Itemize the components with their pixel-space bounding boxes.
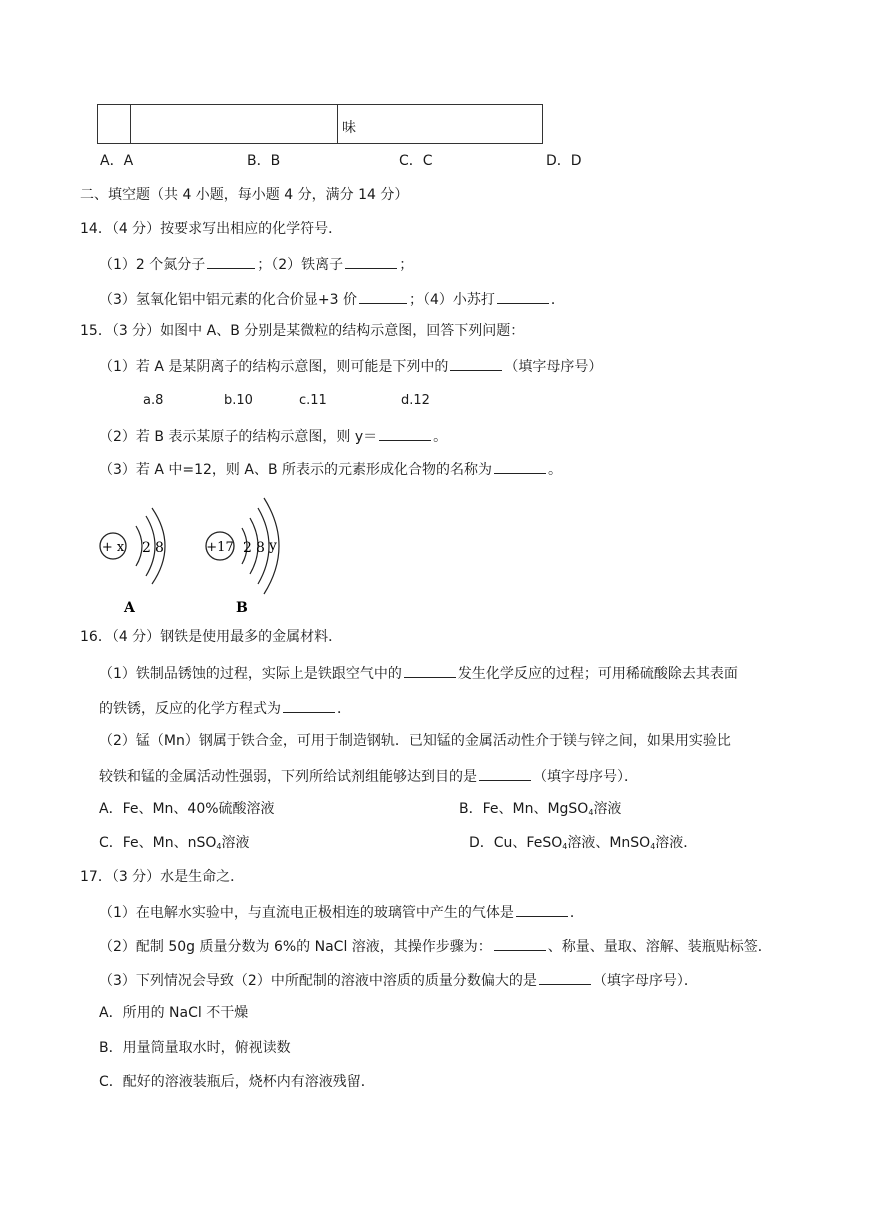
atom-a-diagram [100, 508, 165, 616]
q17-option-c: C．配好的溶液装瓶后，烧杯内有溶液残留． [99, 1074, 375, 1090]
q16-part1-line1: （1）铁制品锈蚀的过程，实际上是铁跟空气中的 发生化学反应的过程；可用稀硫酸除去其表面 [99, 663, 738, 683]
answer-blank[interactable] [404, 663, 456, 678]
q16-option-d: D．Cu、FeSO$_4$溶液、MnSO$_4$溶液． [469, 835, 698, 851]
atom-b-diagram [206, 498, 279, 616]
atom-b-label: B [236, 600, 248, 616]
option-c: C．C [399, 153, 433, 169]
answer-blank[interactable] [479, 766, 531, 781]
q16-option-c: C．Fe、Mn、nSO$_4$溶液 [99, 835, 250, 851]
answer-blank[interactable] [450, 356, 502, 371]
q14-stem: 14．（4 分）按要求写出相应的化学符号． [80, 221, 343, 237]
section-title: 二、填空题（共 4 小题，每小题 4 分，满分 14 分） [80, 187, 409, 203]
q17-option-b: B．用量筒量取水时，俯视读数 [99, 1040, 291, 1056]
q15-part3: （3）若 A 中=12，则 A、B 所表示的元素形成化合物的名称为 。 [99, 459, 562, 479]
choice-b: b.10 [224, 393, 253, 408]
atom-b-shell-2: 8 [256, 540, 265, 556]
answer-blank[interactable] [283, 698, 335, 713]
option-b: B．B [247, 153, 281, 169]
answer-blank[interactable] [379, 426, 431, 441]
table-cell [98, 105, 131, 144]
atom-b-shell-3: y [269, 538, 277, 554]
q15-part1: （1）若 A 是某阴离子的结构示意图，则可能是下列中的 （填字母序号） [99, 356, 602, 376]
choice-c: c.11 [299, 393, 327, 408]
q14-line2: （3）氢氧化铝中铝元素的化合价显+3 价 ；（4）小苏打 ． [99, 289, 565, 309]
atom-a-shell-1: 2 [142, 540, 151, 556]
answer-blank[interactable] [494, 459, 546, 474]
q17-part2: （2）配制 50g 质量分数为 6%的 NaCl 溶液，其操作步骤为： 、称量、量取、溶解、装瓶贴标签． [99, 936, 772, 956]
q15-part2: （2）若 B 表示某原子的结构示意图，则 y＝ 。 [99, 426, 447, 446]
atom-a-label: A [124, 600, 135, 616]
answer-blank[interactable] [516, 902, 568, 917]
q16-part1-line2: 的铁锈，反应的化学方程式为 ． [99, 698, 351, 718]
answer-table-fragment [97, 104, 543, 144]
q17-part3: （3）下列情况会导致（2）中所配制的溶液中溶质的质量分数偏大的是 （填字母序号）． [99, 970, 698, 990]
answer-blank[interactable] [494, 936, 546, 951]
q16-part2-line1: （2）锰（Mn）钢属于铁合金，可用于制造钢轨．已知锰的金属活动性介于镁与锌之间，如果用实验比 [99, 733, 731, 749]
atom-b-nucleus-charge: +17 [206, 540, 234, 555]
table-cell: 味 [338, 105, 543, 144]
q17-option-a: A．所用的 NaCl 不干燥 [99, 1005, 249, 1021]
q14-line1: （1）2 个氮分子 ；（2）铁离子 ； [99, 254, 413, 274]
answer-blank[interactable] [359, 289, 407, 304]
answer-blank[interactable] [207, 254, 255, 269]
q16-option-a: A．Fe、Mn、40%硫酸溶液 [99, 801, 275, 817]
q17-part1: （1）在电解水实验中，与直流电正极相连的玻璃管中产生的气体是 ． [99, 902, 584, 922]
q16-option-b: B．Fe、Mn、MgSO$_4$溶液 [459, 801, 622, 817]
q15-stem: 15．（3 分）如图中 A、B 分别是某微粒的结构示意图，回答下列问题： [80, 323, 525, 339]
q16-stem: 16．（4 分）钢铁是使用最多的金属材料． [80, 629, 343, 645]
atom-structure-diagram [92, 490, 312, 620]
choice-d: d.12 [401, 393, 430, 408]
atom-a-shell-2: 8 [155, 540, 164, 556]
atom-a-nucleus-charge: + x [101, 540, 125, 555]
q17-stem: 17．（3 分）水是生命之． [80, 869, 245, 885]
choice-a: a.8 [143, 393, 164, 408]
answer-blank[interactable] [497, 289, 549, 304]
option-d: D．D [546, 153, 582, 169]
atom-b-shell-1: 2 [243, 540, 252, 556]
q16-part2-line2: 较铁和锰的金属活动性强弱，下列所给试剂组能够达到目的是 （填字母序号）． [99, 766, 638, 786]
table-cell [131, 105, 338, 144]
option-a: A．A [100, 153, 134, 169]
answer-blank[interactable] [539, 970, 591, 985]
answer-blank[interactable] [345, 254, 397, 269]
